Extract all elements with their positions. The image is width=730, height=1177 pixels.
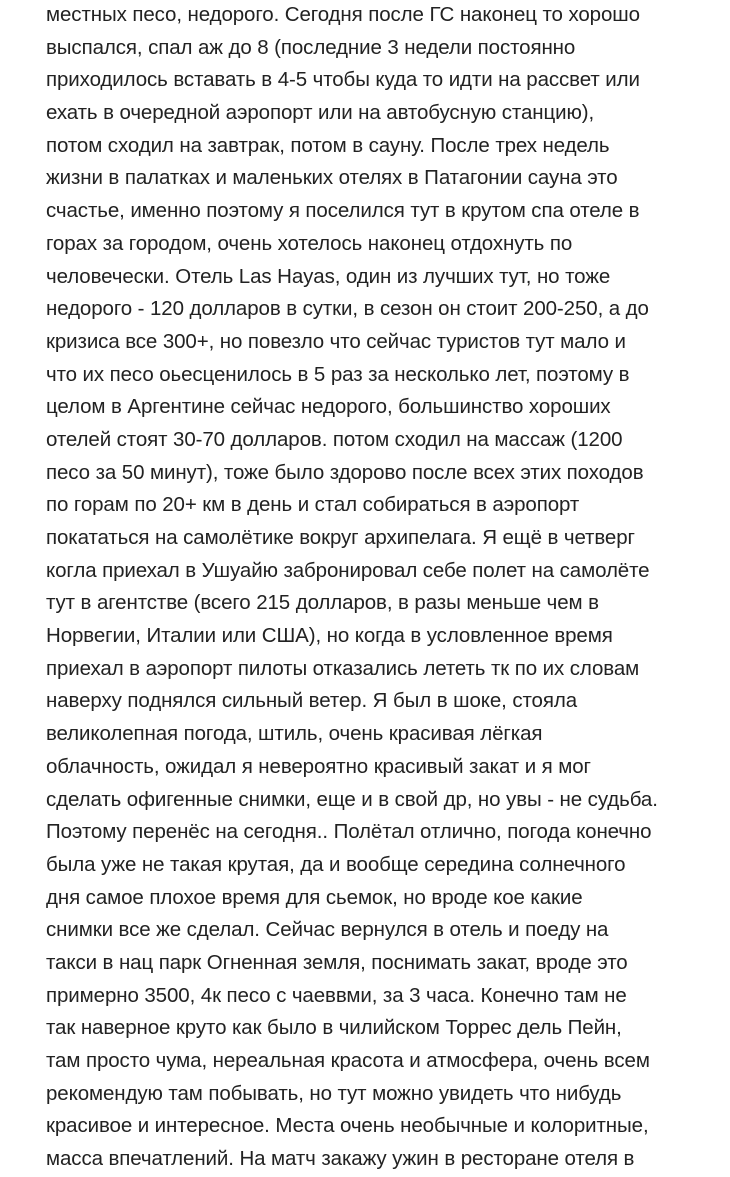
text-line: так наверное круто как было в чилийском Торрес дель Пейн, [46,1016,622,1040]
text-line: Норвегии, Италии или США), но когда в условленное время [46,624,613,648]
text-line: горах за городом, очень хотелось наконец отдохнуть по [46,231,573,255]
text-line: облачность, ожидал я невероятно красивый закат и я мог [46,754,591,778]
text-line: Поэтому перенёс на сегодня.. Полётал отлично, погода конечно [46,820,652,844]
text-line: тут в агентстве (всего 215 долларов, в разы меньше чем в [46,591,599,615]
text-line: по горам по 20+ км в день и стал собираться в аэропорт [46,493,580,517]
text-line: человечески. Отель Las Hayas, один из лучших тут, но тоже [46,264,611,288]
text-line: рекомендую там побывать, но тут можно увидеть что нибудь [46,1081,622,1105]
text-line: сделать офигенные снимки, еще и в свой др, но увы - не судьба. [46,787,658,811]
text-line: недорого - 120 долларов в сутки, в сезон он стоит 200-250, а до [46,297,649,321]
text-line: такси в нац парк Огненная земля, поснимать закат, вроде это [46,950,628,974]
text-line: что их песо оьесценилось в 5 раз за несколько лет, поэтому в [46,362,630,386]
text-line: жизни в палатках и маленьких отелях в Патагонии сауна это [46,166,618,190]
text-line: песо за 50 минут), тоже было здорово после всех этих походов [46,460,644,484]
text-line: приехал в аэропорт пилоты отказались лететь тк по их словам [46,656,640,680]
text-line: счастье, именно поэтому я поселился тут в крутом спа отеле в [46,199,640,223]
text-line: великолепная погода, штиль, очень красивая лёгкая [46,722,543,746]
text-line: красивое и интересное. Места очень необычные и колоритные, [46,1114,649,1138]
text-line: дня самое плохое время для сьемок, но вроде кое какие [46,885,583,909]
text-line: была уже не такая крутая, да и вообще середина солнечного [46,852,626,876]
text-line: когла приехал в Ушуайю забронировал себе полет на самолёте [46,558,650,582]
article-text [46,0,726,1176]
text-line: отелей стоят 30-70 долларов. потом сходил на массаж (1200 [46,427,623,451]
text-line: местных песо, недорого. Сегодня после ГС наконец то хорошо [46,3,640,26]
text-line: снимки все же сделал. Сейчас вернулся в отель и поеду на [46,918,609,942]
text-line: ехать в очередной аэропорт или на автобусную станцию), [46,101,595,125]
text-line: приходилось вставать в 4-5 чтобы куда то идти на рассвет или [46,68,640,92]
text-line: примерно 3500, 4к песо с чаеввми, за 3 часа. Конечно там не [46,983,627,1007]
text-line: выспался, спал аж до 8 (последние 3 недели постоянно [46,35,576,59]
text-line: покататься на самолётике вокруг архипелага. Я ещё в четверг [46,526,635,549]
text-line: целом в Аргентине сейчас недорого, большинство хороших [46,395,611,419]
text-line: там просто чума, нереальная красота и атмосфера, очень всем [46,1049,650,1072]
text-line: масса впечатлений. На матч закажу ужин в ресторане отеля в [46,1147,635,1171]
text-line: кризиса все 300+, но повезло что сейчас туристов тут мало и [46,329,626,353]
text-line: наверху поднялся сильный ветер. Я был в шоке, стояла [46,689,578,713]
text-line: потом сходил на завтрак, потом в сауну. После трех недель [46,133,610,157]
